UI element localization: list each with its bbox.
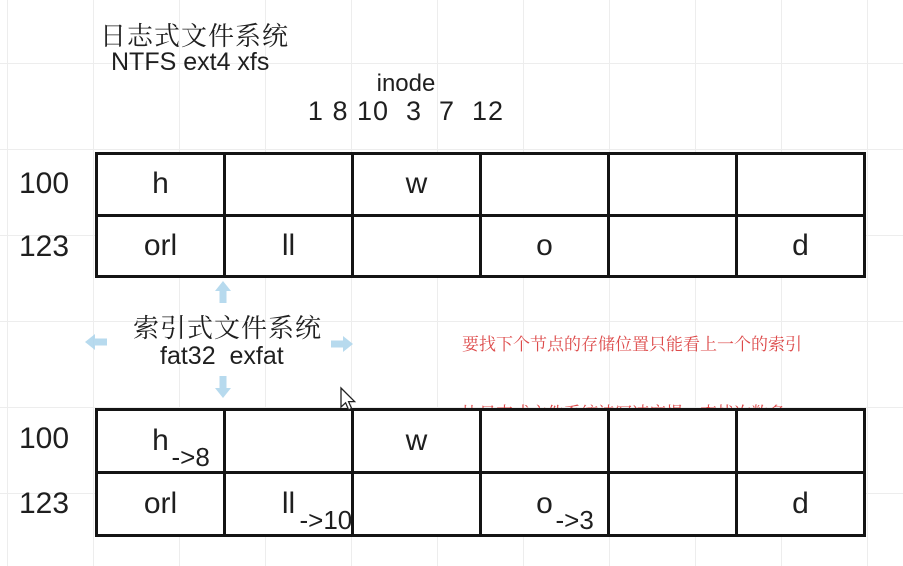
expand-down-icon[interactable] xyxy=(215,376,231,398)
expand-up-icon[interactable] xyxy=(215,281,231,303)
journal-row-label-100[interactable]: 100 xyxy=(18,166,70,200)
journal-cell-r1c3[interactable] xyxy=(482,217,607,276)
journal-fs-title[interactable]: 日志式文件系统 xyxy=(100,21,290,51)
journal-cell-r0c1[interactable] xyxy=(226,155,351,214)
inode-label[interactable]: inode xyxy=(376,70,436,97)
expand-left-icon[interactable] xyxy=(85,334,107,350)
index-cell-r1c5[interactable] xyxy=(738,474,863,534)
journal-cell-r1c2[interactable] xyxy=(354,217,479,276)
cell-text: w xyxy=(405,167,428,201)
index-table[interactable] xyxy=(95,408,866,537)
cell-text: ll xyxy=(281,487,296,520)
pointer-annotation: ->10 xyxy=(299,505,353,536)
index-cell-r0c1[interactable] xyxy=(226,411,351,471)
journal-cell-r1c0[interactable] xyxy=(98,217,223,276)
journal-cell-r1c5[interactable] xyxy=(738,217,863,276)
journal-table[interactable] xyxy=(95,152,866,278)
cell-text: orl xyxy=(143,487,178,520)
index-cell-r1c1[interactable] xyxy=(226,474,351,534)
cell-text: h xyxy=(152,424,169,457)
journal-cell-r0c5[interactable] xyxy=(738,155,863,214)
cell-text: orl xyxy=(143,228,178,262)
journal-cell-r0c2[interactable] xyxy=(354,155,479,214)
index-cell-r0c0[interactable] xyxy=(98,411,223,471)
mouse-cursor xyxy=(336,386,358,412)
cell-text: d xyxy=(792,487,809,520)
index-row-label-100[interactable]: 100 xyxy=(18,422,70,455)
index-fs-subtitle[interactable]: fat32 exfat xyxy=(160,342,284,370)
journal-cell-r0c4[interactable] xyxy=(610,155,735,214)
index-cell-r1c2[interactable] xyxy=(354,474,479,534)
index-cell-r1c3[interactable] xyxy=(482,474,607,534)
cell-text: h xyxy=(152,167,169,201)
journal-cell-r0c3[interactable] xyxy=(482,155,607,214)
index-fs-title[interactable]: 索引式文件系统 xyxy=(133,313,323,343)
index-cell-r0c4[interactable] xyxy=(610,411,735,471)
index-cell-r0c5[interactable] xyxy=(738,411,863,471)
journal-row-label-123[interactable]: 123 xyxy=(18,229,70,263)
index-cell-r1c0[interactable] xyxy=(98,474,223,534)
expand-right-icon[interactable] xyxy=(331,336,353,352)
cell-text: d xyxy=(792,228,809,262)
annotation-line-1: 要找下个节点的存储位置只能看上一个的索引 xyxy=(462,335,802,354)
journal-fs-subtitle[interactable]: NTFS ext4 xfs xyxy=(111,48,270,76)
inode-numbers[interactable]: 1 8 10 3 7 12 xyxy=(307,96,505,126)
index-cell-r0c3[interactable] xyxy=(482,411,607,471)
journal-cell-r0c0[interactable] xyxy=(98,155,223,214)
cell-text: o xyxy=(536,487,553,520)
cell-text: w xyxy=(405,424,428,457)
journal-cell-r1c1[interactable] xyxy=(226,217,351,276)
index-cell-r0c2[interactable] xyxy=(354,411,479,471)
pointer-annotation: ->8 xyxy=(171,442,210,473)
journal-cell-r1c4[interactable] xyxy=(610,217,735,276)
index-row-label-123[interactable]: 123 xyxy=(18,486,70,520)
index-cell-r1c4[interactable] xyxy=(610,474,735,534)
cell-text: o xyxy=(536,228,553,262)
cell-text: ll xyxy=(281,228,296,262)
pointer-annotation: ->3 xyxy=(555,505,594,536)
